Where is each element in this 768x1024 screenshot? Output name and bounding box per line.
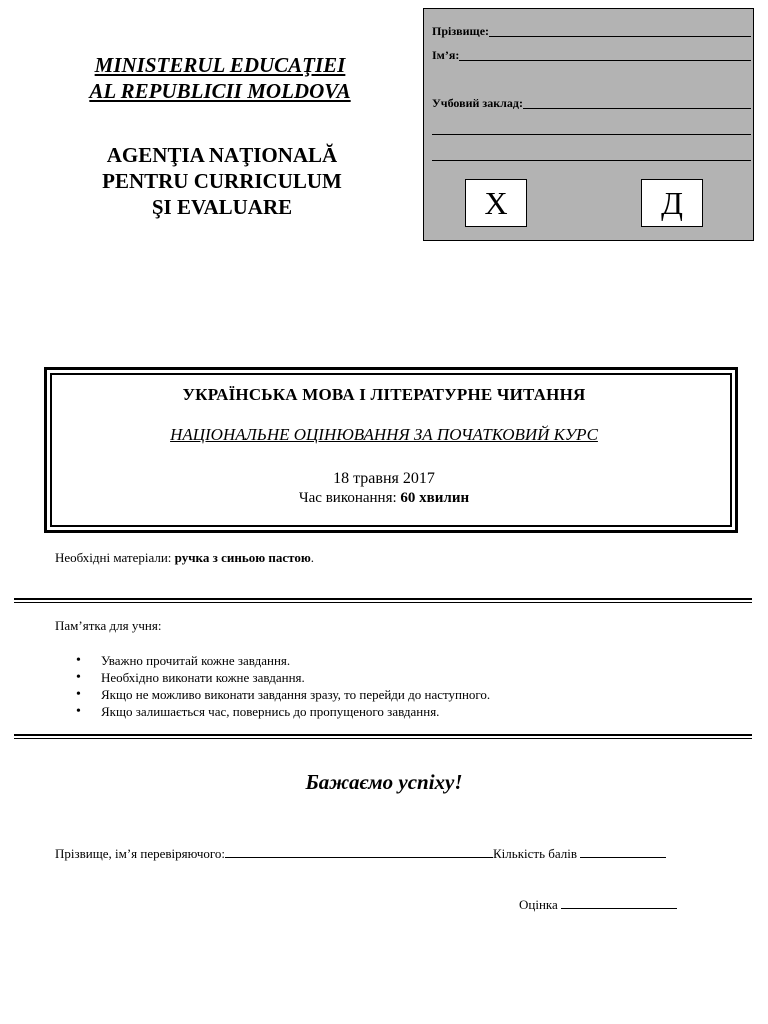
evaluator-name-line[interactable] (225, 857, 493, 858)
grade-row (519, 897, 677, 913)
name-label: Ім’я: (432, 48, 460, 62)
school-label: Учбовий заклад: (432, 96, 523, 110)
student-id-box (423, 8, 754, 241)
memo-title: Пам’ятка для учня: (55, 618, 162, 633)
ministry-line-1: MINISTERUL EDUCAŢIEI (94, 53, 346, 77)
grade-label: Оцінка (519, 897, 558, 912)
memo-item: • Якщо не можливо виконати завдання зразу, то перейди до наступного. (76, 686, 490, 703)
name-line (459, 59, 751, 61)
materials-value: ручка з синьою пастою (174, 550, 311, 565)
points-label: Кількість балів (493, 846, 578, 861)
subject-title: УКРАЇНСЬКА МОВА І ЛІТЕРАТУРНЕ ЧИТАННЯ (182, 385, 586, 404)
name-field[interactable] (432, 47, 751, 63)
materials-label: Необхідні матеріали: (55, 550, 172, 565)
duration-value: 60 хвилин (400, 490, 470, 506)
divider-top (14, 598, 752, 603)
memo-item: • Необхідно виконати кожне завдання. (76, 669, 490, 686)
evaluator-label: Прізвище, ім’я перевіряючого: (55, 846, 226, 861)
ministry-line-2: AL REPUBLICII MOLDOVA (89, 79, 351, 103)
exam-duration (0, 490, 768, 507)
agency-line-2: PENTRU CURRICULUM (102, 169, 342, 193)
ministry-name (60, 52, 380, 104)
surname-label: Прізвище: (432, 24, 490, 38)
surname-field[interactable] (432, 23, 751, 39)
exam-date: 18 травня 2017 (333, 470, 435, 487)
school-line-2[interactable] (432, 134, 751, 135)
memo-item: • Якщо залишається час, повернись до пропущеного завдання. (76, 703, 490, 720)
agency-name (72, 142, 372, 220)
assessment-title: НАЦІОНАЛЬНЕ ОЦІНЮВАННЯ ЗА ПОЧАТКОВИЙ КУРС (170, 425, 598, 444)
surname-line (489, 35, 751, 37)
agency-line-1: AGENŢIA NAŢIONALĂ (106, 143, 338, 167)
points-line[interactable] (580, 857, 666, 858)
letter-box-2: Д (641, 179, 703, 227)
duration-label: Час виконання: (298, 490, 397, 506)
school-line (523, 107, 751, 109)
letter-box-1: Х (465, 179, 527, 227)
required-materials (55, 550, 314, 566)
grade-line[interactable] (561, 908, 677, 909)
good-luck-message: Бажаємо успіху! (305, 770, 463, 794)
materials-end: . (310, 550, 315, 565)
memo-list (76, 652, 490, 720)
evaluator-row (55, 846, 666, 862)
agency-line-3: ŞI EVALUARE (151, 195, 293, 219)
school-field[interactable] (432, 95, 751, 111)
school-line-3[interactable] (432, 160, 751, 161)
memo-item: • Уважно прочитай кожне завдання. (76, 652, 490, 669)
divider-bottom (14, 734, 752, 739)
